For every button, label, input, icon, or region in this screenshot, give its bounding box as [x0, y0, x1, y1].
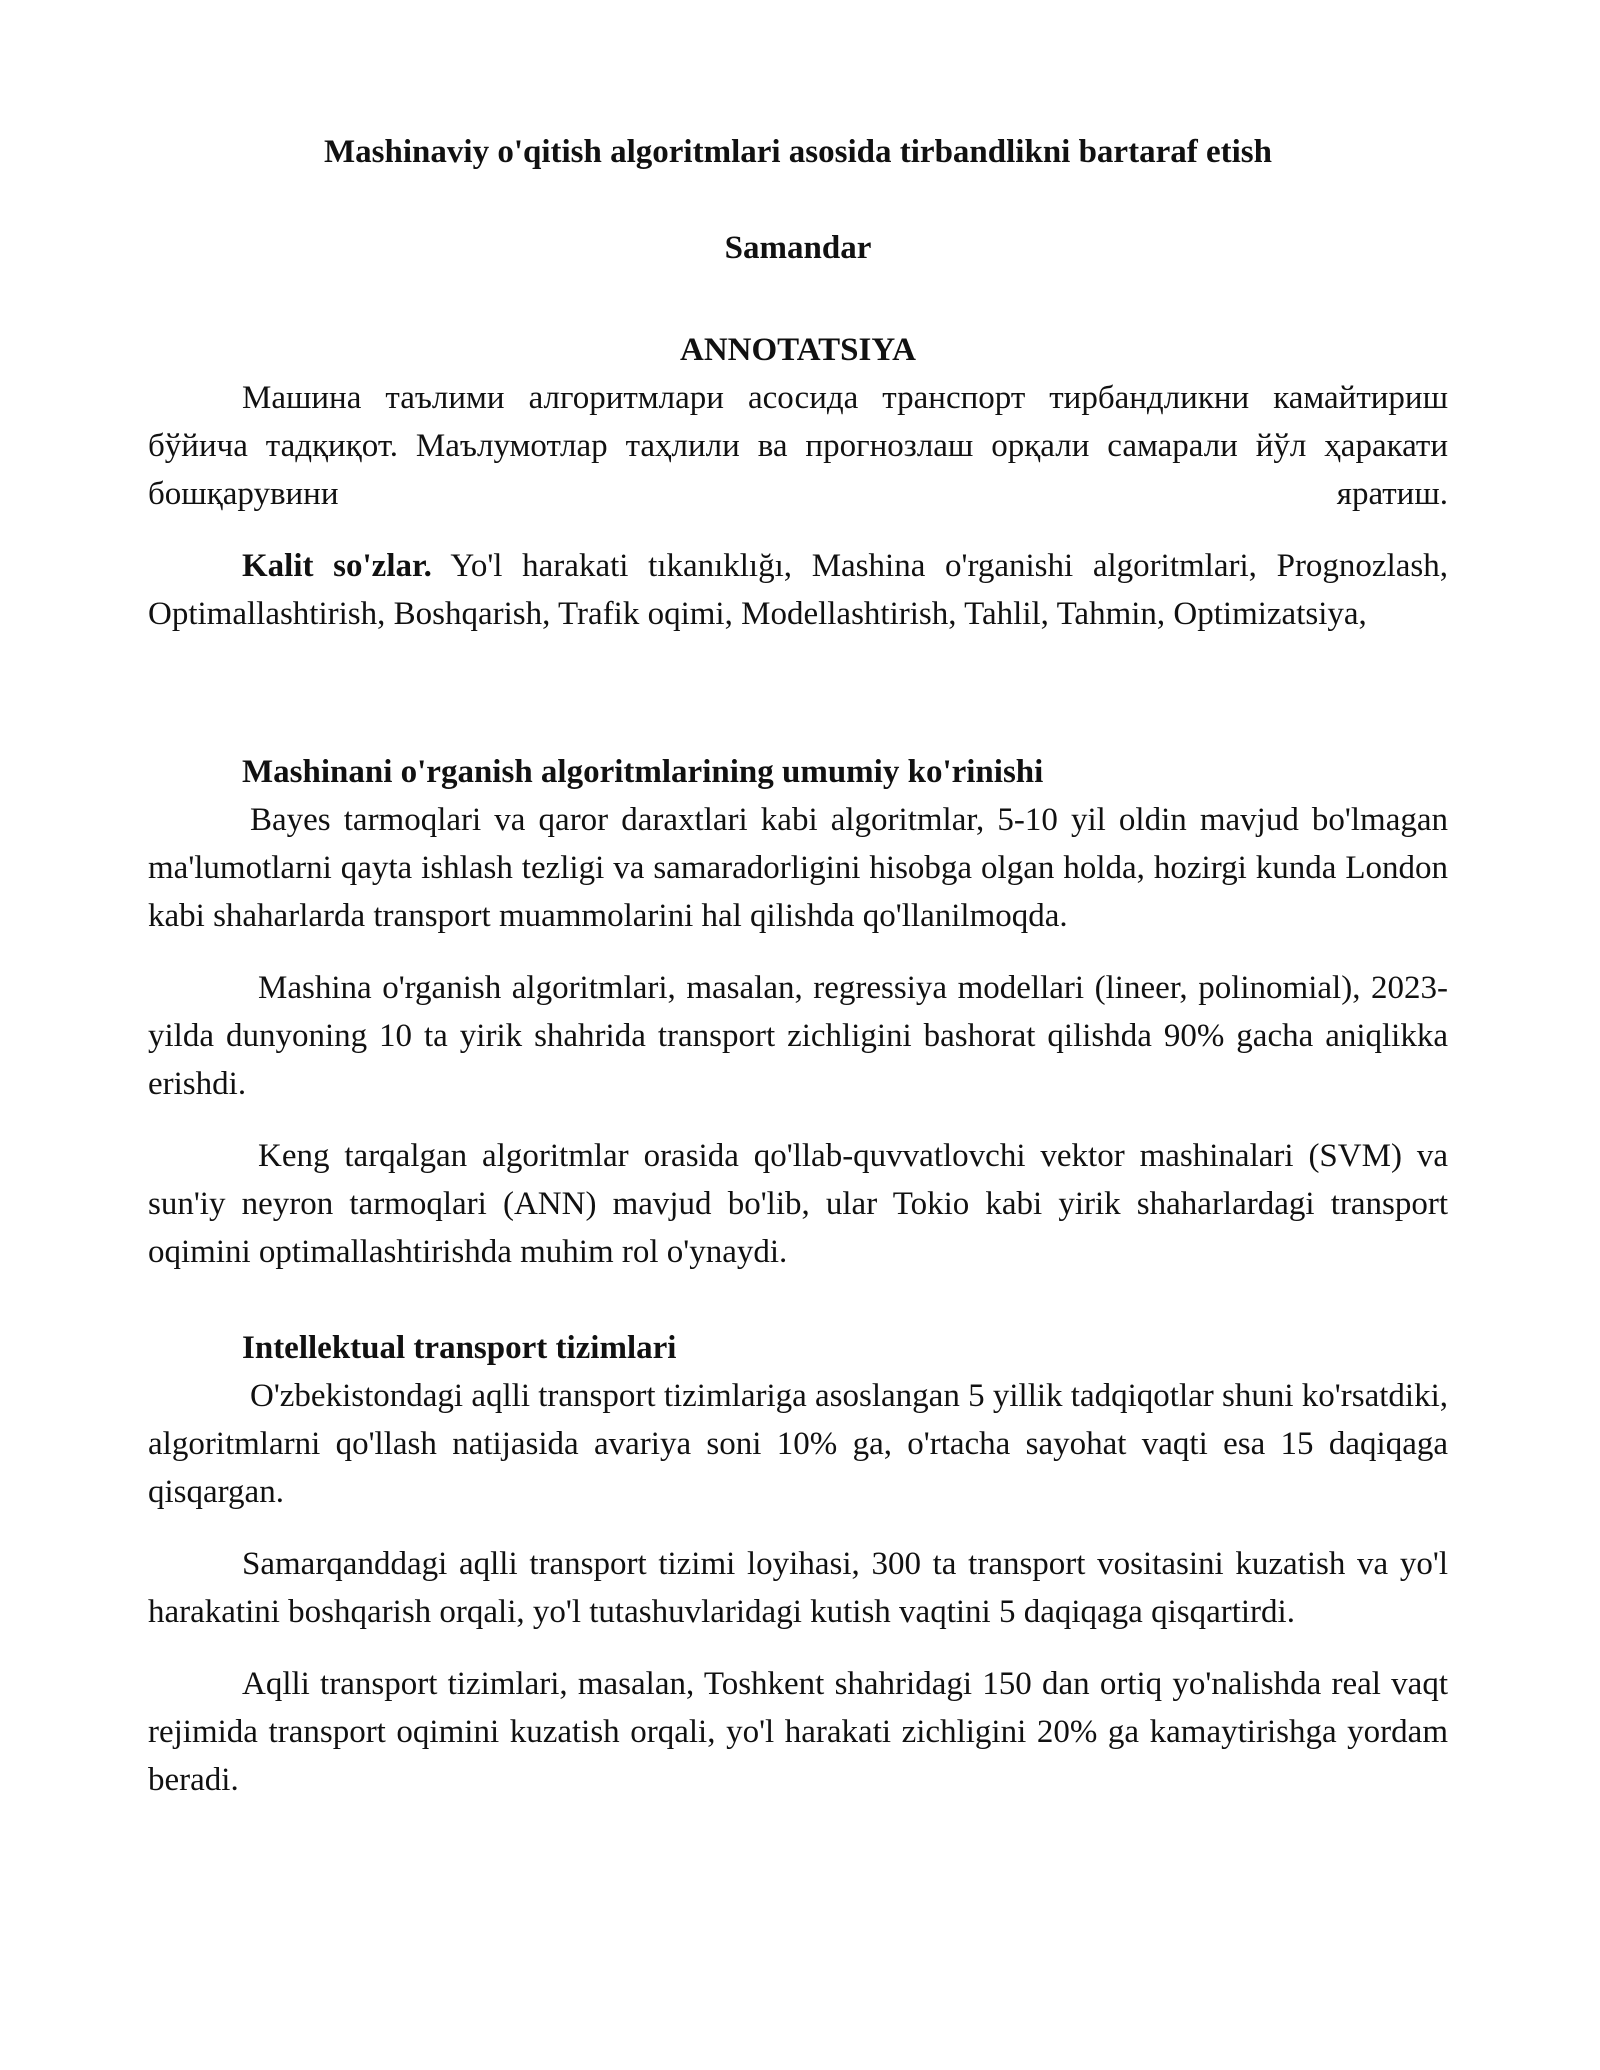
document-page	[148, 0, 1448, 1804]
section-heading-intelligent-transport: Intellektual transport tizimlari	[242, 1330, 677, 1366]
annotation-heading: ANNOTATSIYA	[680, 332, 916, 368]
keywords-paragraph	[148, 542, 1448, 638]
section2-paragraph-2: Samarqanddagi aqlli transport tizimi loyihasi, 300 ta transport vositasini kuzatish va yo'l harakatini boshqarish orqali, yo'l tutashuvlaridagi kutish vaqtini 5 daqiqaga qisqartirdi.	[148, 1546, 1448, 1630]
section1-paragraph-1: Bayes tarmoqlari va qaror daraxtlari kabi algoritmlar, 5-10 yil oldin mavjud bo'lmagan ma'lumotlarni qayta ishlash tezligi va samaradorligini hisobga olgan holda, hozirgi kunda London kabi shaharlarda transport muammolarini hal qilishda qo'llanilmoqda.	[148, 802, 1448, 934]
keywords-label: Kalit so'zlar.	[242, 548, 432, 584]
section1-paragraph-3: Keng tarqalgan algoritmlar orasida qo'llab-quvvatlovchi vektor mashinalari (SVM) va sun'iy neyron tarmoqlari (ANN) mavjud bo'lib, ular Tokio kabi yirik shaharlardagi transport oqimini optimallashtirishda muhim rol o'ynaydi.	[148, 1138, 1448, 1270]
section1-paragraph-2: Mashina o'rganish algoritmlari, masalan, regressiya modellari (lineer, polinomial), 2023-yilda dunyoning 10 ta yirik shahrida transport zichligini bashorat qilishda 90% gacha aniqlikka erishdi.	[148, 970, 1448, 1102]
author-name: Samandar	[724, 230, 872, 266]
section2-paragraph-1: O'zbekistondagi aqlli transport tizimlariga asoslangan 5 yillik tadqiqotlar shuni ko'rsatdiki, algoritmlarni qo'llash natijasida avariya soni 10% ga, o'rtacha sayohat vaqti esa 15 daqiqaga qisqargan.	[148, 1378, 1448, 1510]
section-heading-ml-overview: Mashinani o'rganish algoritmlarining umumiy ko'rinishi	[242, 754, 1044, 790]
annotation-text: Машина таълими алгоритмлари асосида транспорт тирбандликни камайтириш бўйича тадқиқот. Маълумотлар таҳлили ва прогнозлаш орқали самарали йўл ҳаракати бошқарувини яратиш.	[148, 380, 1448, 512]
section2-paragraph-3: Aqlli transport tizimlari, masalan, Toshkent shahridagi 150 dan ortiq yo'nalishda real vaqt rejimida transport oqimini kuzatish orqali, yo'l harakati zichligini 20% ga kamaytirishga yordam beradi.	[148, 1666, 1448, 1798]
keywords-text: Yo'l harakati tıkanıklığı, Mashina o'rganishi algoritmlari, Prognozlash, Optimallashtirish, Boshqarish, Trafik oqimi, Modellashtirish, Tahlil, Tahmin, Optimizatsiya,	[148, 548, 1448, 632]
document-title: Mashinaviy o'qitish algoritmlari asosida tirbandlikni bartaraf etish	[324, 134, 1272, 170]
